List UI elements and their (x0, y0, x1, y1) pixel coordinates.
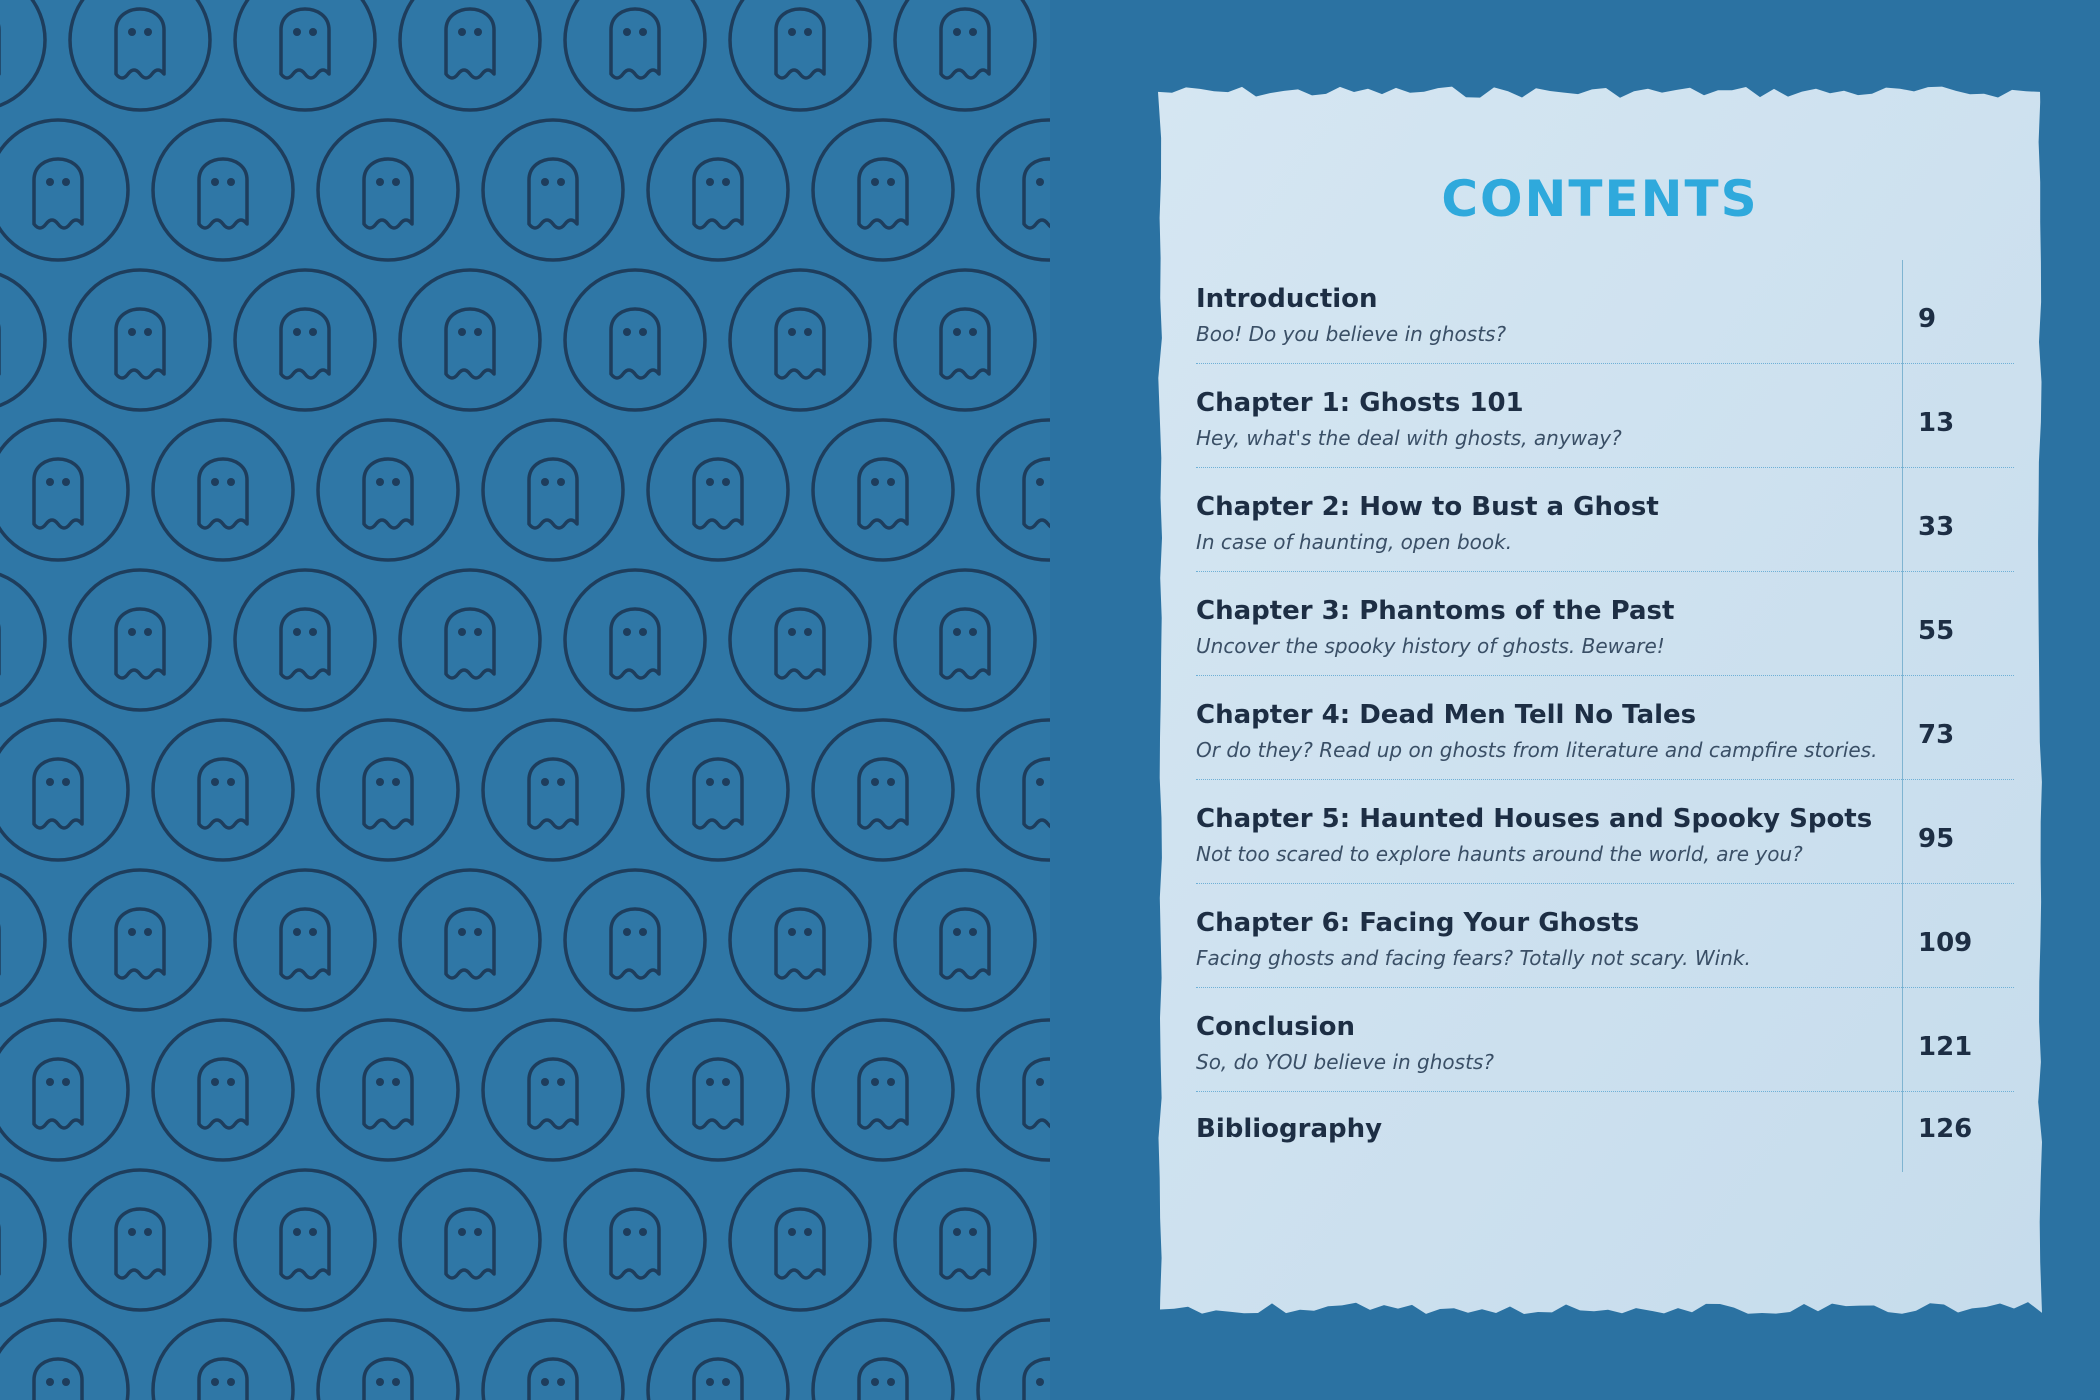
ghost-icon (813, 1020, 953, 1160)
toc-page-number: 126 (1918, 1114, 1973, 1144)
toc-subtitle: Or do they? Read up on ghosts from literature and campfire stories. (1196, 738, 1878, 762)
ghost-icon (565, 1170, 705, 1310)
toc-heading: Chapter 4: Dead Men Tell No Tales (1196, 700, 1697, 730)
toc-page-number: 33 (1918, 512, 1955, 542)
toc-page-number: 55 (1918, 616, 1955, 646)
ghost-icon (400, 870, 540, 1010)
toc-subtitle: Hey, what's the deal with ghosts, anyway? (1196, 426, 1622, 450)
ghost-icon (70, 870, 210, 1010)
ghost-icon (565, 0, 705, 110)
ghost-icon (235, 0, 375, 110)
toc-heading: Introduction (1196, 284, 1378, 314)
toc-heading: Chapter 1: Ghosts 101 (1196, 388, 1524, 418)
ghost-icon (730, 570, 870, 710)
toc-heading: Chapter 3: Phantoms of the Past (1196, 596, 1675, 626)
ghost-icon (0, 1020, 128, 1160)
toc-subtitle: Not too scared to explore haunts around the world, are you? (1196, 842, 1803, 866)
ghost-icon (153, 1320, 293, 1400)
ghost-icon (70, 570, 210, 710)
ghost-icon (978, 1320, 1050, 1400)
toc-entry-chapter-1[interactable] (1196, 364, 2014, 468)
ghost-icon (318, 420, 458, 560)
toc-heading: Chapter 5: Haunted Houses and Spooky Spots (1196, 804, 1873, 834)
ghost-icon (0, 720, 128, 860)
contents-title: CONTENTS (1441, 170, 1759, 228)
toc-entry-chapter-3[interactable] (1196, 572, 2014, 676)
toc-subtitle: In case of haunting, open book. (1196, 530, 1513, 554)
torn-paper (1158, 82, 2042, 1318)
ghost-icon (648, 1020, 788, 1160)
toc-subtitle: Boo! Do you believe in ghosts? (1196, 322, 1507, 346)
toc-subtitle: Facing ghosts and facing fears? Totally not scary. Wink. (1196, 946, 1751, 970)
ghost-icon (483, 1020, 623, 1160)
ghost-icon (318, 120, 458, 260)
ghost-icon (730, 1170, 870, 1310)
ghost-icon (565, 270, 705, 410)
ghost-icon (978, 720, 1050, 860)
toc-subtitle: So, do YOU believe in ghosts? (1196, 1050, 1494, 1074)
ghost-icon (565, 870, 705, 1010)
ghost-icon (0, 420, 128, 560)
ghost-icon (0, 570, 45, 710)
toc-heading: Chapter 6: Facing Your Ghosts (1196, 908, 1640, 938)
ghost-icon (648, 720, 788, 860)
ghost-icon (318, 720, 458, 860)
toc-page-number: 13 (1918, 408, 1955, 438)
ghost-icon (565, 570, 705, 710)
ghost-icon (648, 420, 788, 560)
ghost-icon (70, 270, 210, 410)
ghost-icon (978, 1020, 1050, 1160)
ghost-icon (895, 0, 1035, 110)
ghost-icon (318, 1020, 458, 1160)
ghost-icon (153, 1020, 293, 1160)
toc-entry-chapter-5[interactable] (1196, 780, 2014, 884)
ghost-icon (978, 120, 1050, 260)
ghost-icon (400, 0, 540, 110)
ghost-icon (400, 1170, 540, 1310)
toc-entry-introduction[interactable] (1196, 260, 2014, 364)
ghost-icon (895, 870, 1035, 1010)
toc-page-number: 73 (1918, 720, 1955, 750)
ghost-icon (730, 270, 870, 410)
ghost-icon (235, 570, 375, 710)
ghost-icon (978, 420, 1050, 560)
ghost-icon (813, 1320, 953, 1400)
ghost-icon (813, 120, 953, 260)
ghost-icon (483, 1320, 623, 1400)
ghost-icon (483, 720, 623, 860)
toc-page-number: 109 (1918, 928, 1973, 958)
toc-entry-chapter-6[interactable] (1196, 884, 2014, 988)
ghost-icon (730, 870, 870, 1010)
toc-entry-bibliography[interactable] (1196, 1092, 2014, 1172)
ghost-icon (483, 120, 623, 260)
ghost-icon (153, 120, 293, 260)
ghost-icon (235, 1170, 375, 1310)
toc-entry-conclusion[interactable] (1196, 988, 2014, 1092)
toc-page-number: 95 (1918, 824, 1955, 854)
toc-entry-chapter-4[interactable] (1196, 676, 2014, 780)
ghost-icon (648, 120, 788, 260)
ghost-icon (483, 420, 623, 560)
toc-heading: Chapter 2: How to Bust a Ghost (1196, 492, 1659, 522)
ghost-icon (400, 270, 540, 410)
ghost-icon (235, 270, 375, 410)
ghost-icon (0, 1320, 128, 1400)
ghost-icon (0, 120, 128, 260)
toc-page-number: 121 (1918, 1032, 1973, 1062)
table-of-contents (1196, 260, 2014, 1172)
ghost-icon (0, 870, 45, 1010)
ghost-icon (0, 270, 45, 410)
ghost-icon (813, 420, 953, 560)
ghost-icon (235, 870, 375, 1010)
ghost-icon (648, 1320, 788, 1400)
toc-subtitle: Uncover the spooky history of ghosts. Beware! (1196, 634, 1665, 658)
ghost-icon (0, 1170, 45, 1310)
ghost-icon (153, 720, 293, 860)
ghost-icon (895, 270, 1035, 410)
ghost-icon (70, 0, 210, 110)
ghost-icon (400, 570, 540, 710)
ghost-icon (0, 0, 45, 110)
ghost-icon (895, 1170, 1035, 1310)
ghost-icon (153, 420, 293, 560)
toc-page-number: 9 (1918, 304, 1937, 334)
ghost-icon (730, 0, 870, 110)
ghost-icon (813, 720, 953, 860)
ghost-icon (895, 570, 1035, 710)
ghost-icon (318, 1320, 458, 1400)
toc-heading: Conclusion (1196, 1012, 1356, 1042)
toc-heading: Bibliography (1196, 1114, 1383, 1144)
toc-entry-chapter-2[interactable] (1196, 468, 2014, 572)
ghost-icon (70, 1170, 210, 1310)
